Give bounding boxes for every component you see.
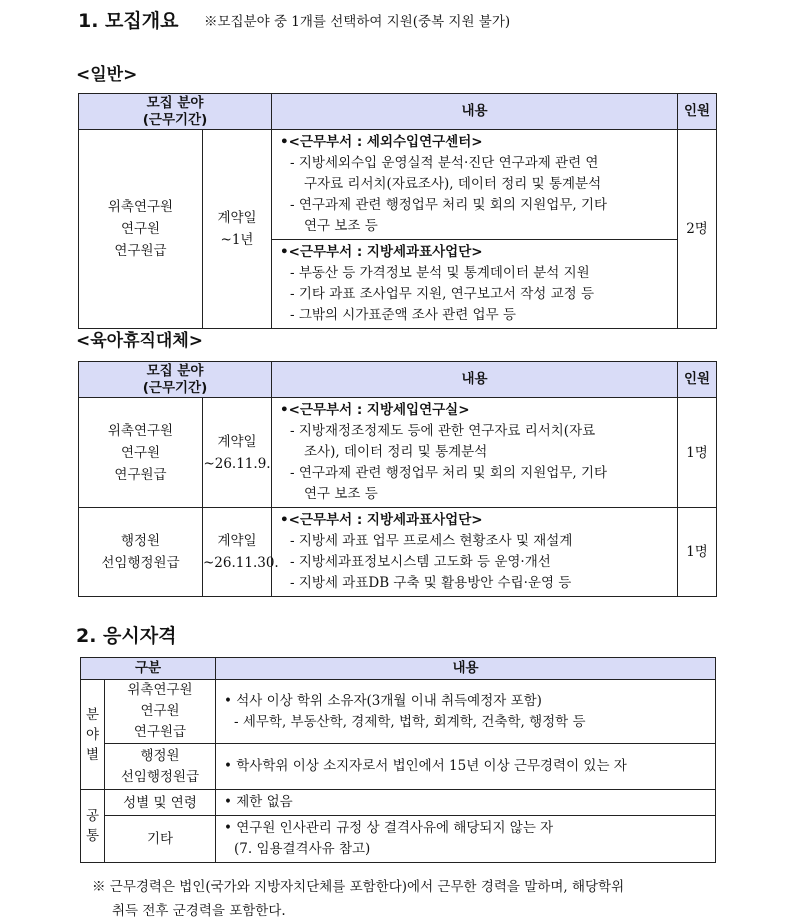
qualification-content: • 석사 이상 학위 소유자(3개월 이내 취득예정자 포함) - 세무학, 부동산학, 경제학, 법학, 회계학, 건축학, 행정학 등: [216, 680, 716, 744]
parental-heading: <육아휴직대체>: [76, 331, 204, 351]
section1-note: ※모집분야 중 1개를 선택하여 지원(중복 지원 불가): [204, 14, 511, 30]
header-category: 구분: [81, 658, 216, 680]
qualification-content: • 제한 없음: [216, 790, 716, 816]
header-count: 인원: [678, 362, 717, 398]
position-cell: 행정원 선임행정원급: [79, 508, 203, 597]
header-count: 인원: [678, 94, 717, 130]
period-cell: 계약일 ~1년: [203, 130, 272, 329]
content-block: •<근무부서 : 지방세입연구실> - 지방재정조정제도 등에 관한 연구자료 리서치(자료 조사), 데이터 정리 및 통계분석 - 연구과제 관련 행정업무 처리 및 회의 지원업무, 기타 연구 보조 등: [272, 398, 678, 508]
count-cell: 2명: [678, 130, 717, 329]
qualification-content: • 학사학위 이상 소지자로서 법인에서 15년 이상 근무경력이 있는 자: [216, 744, 716, 790]
parental-table: [78, 361, 717, 597]
content-block: •<근무부서 : 지방세과표사업단> - 지방세 과표 업무 프로세스 현황조사 및 재설계 - 지방세과표정보시스템 고도화 등 운영·개선 - 지방세 과표DB 구축 및 활용방안 수립·운영 등: [272, 508, 678, 597]
group-label-common: 공통: [81, 790, 105, 863]
position-cell: 위촉연구원 연구원 연구원급: [79, 130, 203, 329]
count-cell: 1명: [678, 508, 717, 597]
content-block: •<근무부서 : 세외수입연구센터> - 지방세외수입 운영실적 분석·진단 연구과제 관련 연 구자료 리서치(자료조사), 데이터 정리 및 통계분석 - 연구과제 관련 행정업무 처리 및 회의 지원업무, 기타 연구 보조 등: [272, 130, 678, 240]
category-label: 기타: [105, 816, 216, 863]
position-cell: 위촉연구원 연구원 연구원급: [79, 398, 203, 508]
footnote: ※ 근무경력은 법인(국가와 지방자치단체를 포함한다)에서 근무한 경력을 말하며, 해당학위 취득 전후 군경력을 포함한다.: [92, 879, 625, 919]
section1-title: 1. 모집개요: [78, 10, 179, 32]
header-content: 내용: [272, 94, 678, 130]
category-label: 위촉연구원 연구원 연구원급: [105, 680, 216, 744]
header-content: 내용: [272, 362, 678, 398]
header-content: 내용: [216, 658, 716, 680]
qualification-content: • 연구원 인사관리 규정 상 결격사유에 해당되지 않는 자 (7. 임용결격사유 참고): [216, 816, 716, 863]
header-field: 모집 분야 (근무기간): [79, 94, 272, 130]
header-field: 모집 분야 (근무기간): [79, 362, 272, 398]
group-label-field: 분야별: [81, 680, 105, 790]
general-heading: <일반>: [76, 65, 138, 85]
period-cell: 계약일 ~26.11.9.: [203, 398, 272, 508]
qualification-table: [80, 657, 716, 863]
count-cell: 1명: [678, 398, 717, 508]
category-label: 성별 및 연령: [105, 790, 216, 816]
category-label: 행정원 선임행정원급: [105, 744, 216, 790]
general-table: [78, 93, 717, 329]
period-cell: 계약일 ~26.11.30.: [203, 508, 272, 597]
section2-title: 2. 응시자격: [76, 625, 177, 647]
content-block: •<근무부서 : 지방세과표사업단> - 부동산 등 가격정보 분석 및 통계데이터 분석 지원 - 기타 과표 조사업무 지원, 연구보고서 작성 교정 등 - 그밖의 시가표준액 조사 관련 업무 등: [272, 240, 678, 329]
